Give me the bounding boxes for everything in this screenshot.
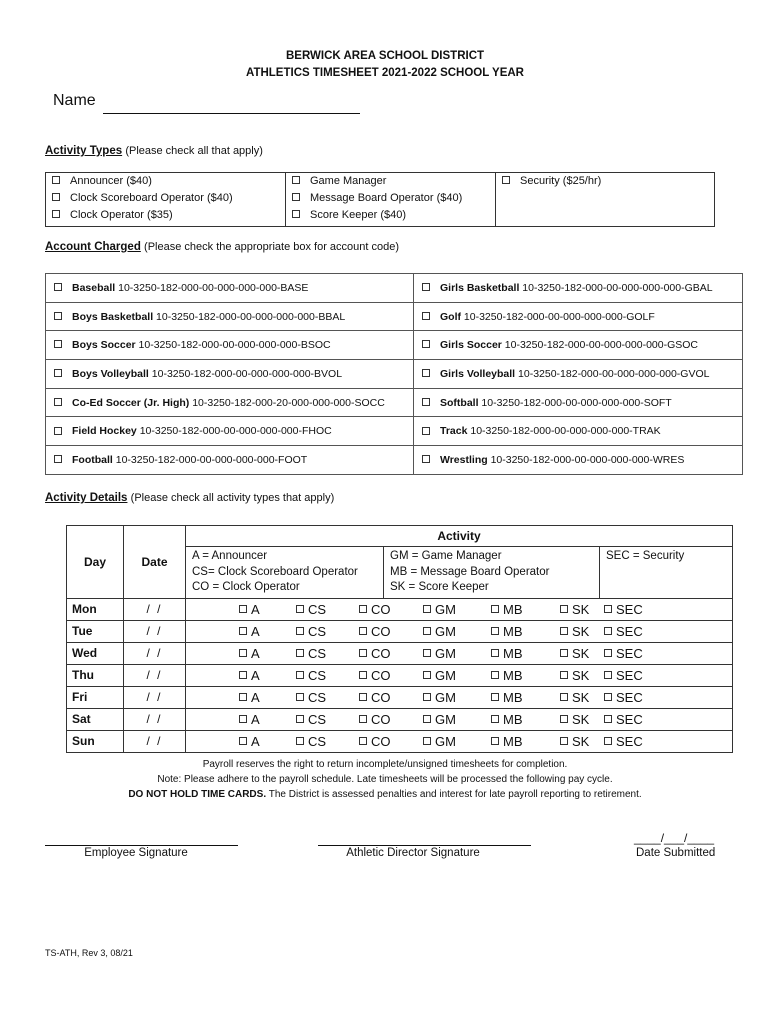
day-row [67,730,733,752]
option-label: MB [503,623,523,639]
option-label: SEC [616,689,643,705]
account-option[interactable] [46,302,414,331]
day-row [67,598,733,620]
activity-type-option[interactable]: Game Manager [292,174,489,191]
checkbox[interactable] [54,369,62,377]
day-label: Thu [67,664,124,686]
activity-types-table [45,172,715,227]
penalty-text: The District is assessed penalties and interest for late payroll reporting to retirement. [266,789,642,800]
option-label: CO [371,623,391,639]
account-code: 10-3250-182-000-00-000-000-000-FHOC [139,425,332,438]
activity-option[interactable] [359,690,391,705]
checkbox[interactable] [296,737,304,745]
activity-option[interactable] [604,602,643,617]
sport-label: Football [72,453,113,466]
account-code: 10-3250-182-000-00-000-000-000-BSOC [138,339,331,352]
checkbox[interactable] [292,210,300,218]
activity-option[interactable] [560,646,589,661]
day-label: Mon [67,598,124,620]
option-label: CO [371,689,391,705]
option-label: GM [435,667,456,683]
checkbox[interactable] [239,715,247,723]
checkbox[interactable] [491,605,499,613]
activity-type-option[interactable]: Clock Operator ($35) [52,208,279,225]
activity-type-option[interactable]: Announcer ($40) [52,174,279,191]
timesheet-title: ATHLETICS TIMESHEET 2021-2022 SCHOOL YEAR [246,67,524,79]
option-label: CO [371,733,391,749]
checkbox[interactable] [560,693,568,701]
option-label: SK [572,601,590,617]
option-label: CS [308,623,327,639]
option-label: A [251,667,260,683]
sport-label: Co-Ed Soccer (Jr. High) [72,396,190,409]
sport-label: Field Hockey [72,425,137,438]
account-row [46,388,743,417]
date-submitted-label: Date Submitted [636,847,716,859]
sport-label: Boys Volleyball [72,367,149,380]
activity-type-option[interactable]: Security ($25/hr) [502,174,708,191]
option-label: GM [435,645,456,661]
checkbox[interactable] [359,693,367,701]
checkbox[interactable] [296,693,304,701]
activity-type-option[interactable]: Clock Scoreboard Operator ($40) [52,191,279,208]
activity-types-note: (Please check all that apply) [125,145,263,157]
option-label: SEC [616,733,643,749]
option-label: GM [435,601,456,617]
account-row [46,417,743,446]
option-label: A [251,623,260,639]
district-title: BERWICK AREA SCHOOL DISTRICT [285,50,485,62]
account-option[interactable] [46,417,414,446]
option-label: A [251,689,260,705]
account-code: 10-3250-182-000-00-000-000-000-BASE [118,281,309,294]
day-label: Fri [67,686,124,708]
option-label: A [251,601,260,617]
activity-types-col1 [46,173,286,227]
checkbox[interactable] [239,649,247,657]
checkbox[interactable] [422,427,430,435]
name-label: Name [53,92,96,109]
activity-options [186,664,733,686]
checkbox[interactable] [52,176,60,184]
day-label: Tue [67,620,124,642]
legend-item: MB = Message Board Operator [390,565,550,578]
checkbox[interactable] [239,627,247,635]
day-row [67,642,733,664]
date-field[interactable]: / / [124,620,186,642]
checkbox[interactable] [54,398,62,406]
checkbox[interactable] [604,605,612,613]
checkbox[interactable] [491,627,499,635]
account-code: 10-3250-182-000-00-000-000-000-FOOT [115,453,308,466]
sport-label: Girls Basketball [440,281,520,294]
penalty-note [0,789,770,800]
option-label: SEC [616,711,643,727]
activity-details-title: Activity Details [45,492,128,504]
option-label: MB [503,689,523,705]
legend-group-2 [384,547,600,599]
director-signature-field[interactable] [318,845,531,846]
activity-details-heading [45,492,334,504]
checkbox[interactable] [491,737,499,745]
checkbox[interactable] [296,649,304,657]
checkbox[interactable] [604,737,612,745]
account-charged-heading [45,241,399,253]
activity-option[interactable] [296,690,326,705]
activity-types-heading [45,145,263,157]
activity-option[interactable] [560,624,589,639]
activity-option[interactable] [359,734,391,749]
account-code: 10-3250-182-000-00-000-000-000-BVOL [151,367,343,380]
checkbox[interactable] [604,627,612,635]
account-option[interactable] [46,446,414,475]
activity-option[interactable] [491,734,523,749]
activity-details-note: (Please check all activity types that apply) [130,492,335,504]
account-table [45,273,743,475]
account-code: 10-3250-182-000-00-000-000-000-GSOC [504,339,699,352]
day-row [67,664,733,686]
option-label: CO [371,711,391,727]
checkbox[interactable] [604,649,612,657]
option-label: CO [371,601,391,617]
activity-option[interactable] [491,690,523,705]
checkbox[interactable] [296,605,304,613]
checkbox[interactable] [604,715,612,723]
option-label: GM [435,623,456,639]
checkbox[interactable] [422,312,430,320]
option-label: SK [572,667,590,683]
option-label: MB [503,645,523,661]
hold-warning: DO NOT HOLD TIME CARDS. [128,789,267,800]
option-label: CO [371,645,391,661]
activity-option[interactable] [423,602,456,617]
checkbox[interactable] [296,627,304,635]
legend-item: SEC = Security [606,550,685,562]
account-option[interactable] [414,302,743,331]
activity-option[interactable] [359,646,391,661]
director-signature-label: Athletic Director Signature [346,847,480,859]
checkbox[interactable] [422,283,430,291]
activity-option[interactable] [359,712,391,727]
option-label: CO [371,667,391,683]
activity-type-option[interactable]: Message Board Operator ($40) [292,191,489,208]
date-header: Date [124,526,186,599]
checkbox[interactable] [359,737,367,745]
activity-option[interactable] [560,602,589,617]
checkbox[interactable] [604,671,612,679]
option-label: SEC [616,645,643,661]
option-label: GM [435,711,456,727]
activity-types-title: Activity Types [45,145,123,157]
activity-option[interactable] [296,624,326,639]
checkbox[interactable] [359,649,367,657]
activity-option[interactable] [491,624,523,639]
activity-option[interactable] [359,602,391,617]
legend-item: SK = Score Keeper [390,581,489,593]
activity-option[interactable] [604,734,643,749]
activity-types-col2 [286,173,496,227]
checkbox[interactable] [560,715,568,723]
activity-option[interactable] [560,690,589,705]
account-option[interactable] [414,417,743,446]
account-charged-note: (Please check the appropriate box for account code) [144,241,400,253]
activity-option[interactable] [296,602,326,617]
option-label: CS [308,733,327,749]
checkbox[interactable] [423,605,431,613]
activity-details-table [66,525,733,753]
activity-options [186,730,733,752]
legend-item: CS= Clock Scoreboard Operator [192,565,358,578]
checkbox[interactable] [560,671,568,679]
activity-option[interactable] [239,668,260,683]
option-label: CS [308,689,327,705]
activity-option[interactable] [296,646,326,661]
checkbox[interactable] [296,671,304,679]
date-field[interactable]: / / [124,686,186,708]
activity-option[interactable] [359,624,391,639]
activity-option[interactable] [560,712,589,727]
checkbox[interactable] [502,176,510,184]
option-label: CS [308,667,327,683]
day-row [67,620,733,642]
checkbox[interactable] [54,427,62,435]
sport-label: Boys Basketball [72,310,154,323]
account-option[interactable] [46,331,414,360]
option-label: SEC [616,667,643,683]
account-option[interactable] [46,388,414,417]
sport-label: Girls Soccer [440,339,502,352]
account-option[interactable] [414,388,743,417]
checkbox[interactable] [54,340,62,348]
option-label: SK [572,711,590,727]
checkbox[interactable] [491,693,499,701]
account-code: 10-3250-182-000-00-000-000-000-TRAK [470,425,661,438]
checkbox[interactable] [423,671,431,679]
activity-options [186,686,733,708]
account-option[interactable] [46,360,414,389]
day-label: Wed [67,642,124,664]
employee-signature-field[interactable] [45,845,238,846]
checkbox[interactable] [359,605,367,613]
checkbox[interactable] [54,455,62,463]
option-label: SEC [616,601,643,617]
day-label: Sat [67,708,124,730]
checkbox[interactable] [296,715,304,723]
legend-item: CO = Clock Operator [192,581,300,593]
account-code: 10-3250-182-000-00-000-000-000-GVOL [518,367,710,380]
account-code: 10-3250-182-000-00-000-000-000-GBAL [522,281,713,294]
option-label: MB [503,667,523,683]
account-charged-title: Account Charged [45,241,141,253]
checkbox[interactable] [422,340,430,348]
checkbox[interactable] [423,715,431,723]
activity-option[interactable] [296,712,326,727]
account-row [46,331,743,360]
option-label: GM [435,689,456,705]
account-code: 10-3250-182-000-00-000-000-000-WRES [490,453,685,466]
activity-types-col3 [496,173,715,227]
sport-label: Boys Soccer [72,339,136,352]
checkbox[interactable] [359,627,367,635]
account-code: 10-3250-182-000-00-000-000-000-SOFT [481,396,672,409]
activity-option[interactable] [491,712,523,727]
checkbox[interactable] [560,605,568,613]
activity-option[interactable] [239,602,260,617]
activity-option[interactable] [296,734,326,749]
checkbox[interactable] [292,176,300,184]
account-option[interactable] [46,274,414,303]
sport-label: Wrestling [440,453,488,466]
date-submitted-field[interactable]: ____/___/____ [634,831,715,845]
form-revision: TS-ATH, Rev 3, 08/21 [45,948,133,958]
checkbox[interactable] [560,649,568,657]
legend-group-3 [600,547,733,599]
account-option[interactable] [414,274,743,303]
activity-option[interactable] [239,734,260,749]
account-row [46,302,743,331]
name-field[interactable] [103,113,360,114]
option-label: MB [503,711,523,727]
activity-option[interactable] [604,646,643,661]
checkbox[interactable] [423,693,431,701]
day-row [67,686,733,708]
checkbox[interactable] [54,283,62,291]
checkbox[interactable] [560,737,568,745]
account-row [46,274,743,303]
activity-option[interactable] [423,734,456,749]
option-label: CS [308,601,327,617]
employee-signature-label: Employee Signature [84,847,188,859]
activity-option[interactable] [560,734,589,749]
activity-options [186,708,733,730]
checkbox[interactable] [422,398,430,406]
option-label: GM [435,733,456,749]
option-label: SK [572,689,590,705]
option-label: CS [308,645,327,661]
checkbox[interactable] [239,737,247,745]
checkbox[interactable] [239,693,247,701]
option-label: CS [308,711,327,727]
sport-label: Golf [440,310,461,323]
activity-options [186,620,733,642]
option-label: A [251,733,260,749]
legend-group-1 [186,547,384,599]
checkbox[interactable] [239,671,247,679]
checkbox[interactable] [359,715,367,723]
activity-type-option[interactable]: Score Keeper ($40) [292,208,489,225]
sport-label: Softball [440,396,479,409]
activity-option[interactable] [560,668,589,683]
activity-option[interactable] [239,690,260,705]
account-row [46,446,743,475]
activity-option[interactable] [239,712,260,727]
checkbox[interactable] [359,671,367,679]
activity-option[interactable] [604,624,643,639]
sport-label: Track [440,425,468,438]
activity-option[interactable] [423,712,456,727]
legend-item: A = Announcer [192,550,268,562]
activity-option[interactable] [604,712,643,727]
checkbox[interactable] [423,737,431,745]
activity-options [186,642,733,664]
checkbox[interactable] [560,627,568,635]
day-row [67,708,733,730]
account-code: 10-3250-182-000-20-000-000-000-SOCC [192,396,385,409]
checkbox[interactable] [422,369,430,377]
checkbox[interactable] [54,312,62,320]
option-label: SK [572,645,590,661]
account-option[interactable] [414,360,743,389]
checkbox[interactable] [491,671,499,679]
checkbox[interactable] [423,649,431,657]
activity-option[interactable] [359,668,391,683]
activity-option[interactable] [604,690,643,705]
checkbox[interactable] [52,193,60,201]
checkbox[interactable] [604,693,612,701]
activity-header: Activity [186,526,733,547]
option-label: MB [503,733,523,749]
account-option[interactable] [414,446,743,475]
activity-option[interactable] [239,624,260,639]
date-field[interactable]: / / [124,664,186,686]
sport-label: Baseball [72,281,116,294]
day-label: Sun [67,730,124,752]
checkbox[interactable] [491,649,499,657]
date-field[interactable]: / / [124,708,186,730]
option-label: MB [503,601,523,617]
sport-label: Girls Volleyball [440,367,516,380]
activity-option[interactable] [423,690,456,705]
date-field[interactable]: / / [124,598,186,620]
activity-option[interactable] [423,646,456,661]
checkbox[interactable] [239,605,247,613]
account-code: 10-3250-182-000-00-000-000-000-GOLF [463,310,655,323]
legend-item: GM = Game Manager [390,550,502,562]
activity-option[interactable] [491,602,523,617]
activity-options [186,598,733,620]
option-label: SK [572,623,590,639]
activity-option[interactable] [423,624,456,639]
activity-option[interactable] [296,668,326,683]
payroll-note: Payroll reserves the right to return incomplete/unsigned timesheets for completion. [202,759,568,770]
day-header: Day [67,526,124,599]
activity-option[interactable] [239,646,260,661]
date-field[interactable]: / / [124,642,186,664]
account-option[interactable] [414,331,743,360]
checkbox[interactable] [292,193,300,201]
activity-option[interactable] [491,646,523,661]
option-label: SK [572,733,590,749]
option-label: SEC [616,623,643,639]
option-label: A [251,645,260,661]
checkbox[interactable] [491,715,499,723]
checkbox[interactable] [422,455,430,463]
activity-option[interactable] [604,668,643,683]
activity-option[interactable] [491,668,523,683]
option-label: A [251,711,260,727]
checkbox[interactable] [423,627,431,635]
account-code: 10-3250-182-000-00-000-000-000-BBAL [156,310,346,323]
activity-option[interactable] [423,668,456,683]
schedule-note: Note: Please adhere to the payroll schedule. Late timesheets will be processed the following pay cycle. [157,774,613,785]
date-field[interactable]: / / [124,730,186,752]
checkbox[interactable] [52,210,60,218]
account-row [46,360,743,389]
